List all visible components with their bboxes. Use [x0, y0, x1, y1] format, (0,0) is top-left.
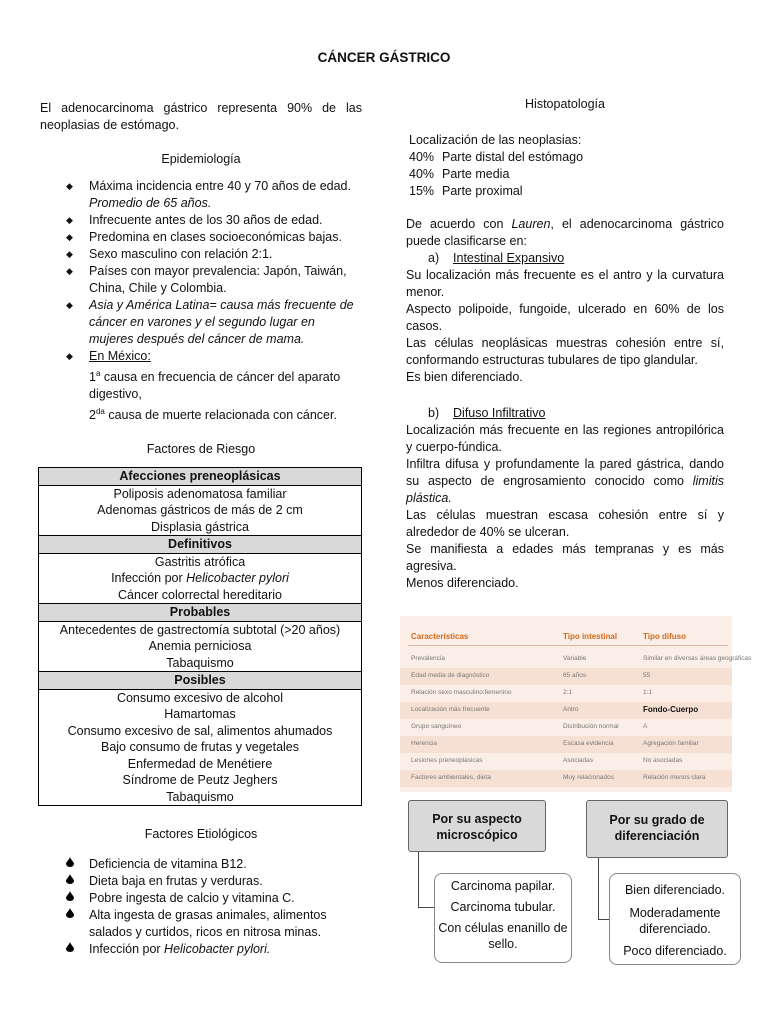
- table-row: Consumo excesivo de sal, alimentos ahumados: [39, 723, 362, 740]
- table-row: Gastritis atrófica: [39, 553, 362, 570]
- paragraph: Infiltra difusa y profundamente la pared gástrica, dando su aspecto de engrosamiento conocido como limitis plástica.: [406, 457, 724, 505]
- intestinal-heading: a) Intestinal Expansivo: [428, 251, 565, 265]
- table-row: Cáncer colorrectal hereditario: [39, 587, 362, 604]
- intro-paragraph: El adenocarcinoma gástrico representa 90% de las neoplasias de estómago.: [40, 101, 362, 132]
- list-item: ◆ Predomina en clases socioeconómicas bajas.: [66, 230, 342, 244]
- diagram-node-microscopic: Por su aspecto microscópico: [408, 800, 546, 852]
- paragraph: Se manifiesta a edades más tempranas y es más agresiva.: [406, 542, 724, 573]
- difuso-heading: b) Difuso Infiltrativo: [428, 406, 546, 420]
- drop-bullet-icon: [66, 857, 74, 867]
- diagram-item: Carcinoma tubular.: [450, 900, 556, 914]
- paragraph: Las células muestran escasa cohesión entre sí y alrededor de 40% se ulceran.: [406, 508, 724, 539]
- table-row: Infección por Helicobacter pylori: [39, 570, 362, 587]
- table-row: Displasia gástrica: [39, 519, 362, 536]
- table-row: Prevalencia Variable Similar en diversas áreas geográficas: [411, 655, 752, 662]
- list-item: Infección por Helicobacter pylori.: [40, 941, 362, 958]
- list-item: 40% Parte distal del estómago: [409, 150, 584, 164]
- divider: [408, 645, 728, 646]
- diagram-item: Poco diferenciado.: [623, 944, 727, 958]
- diamond-bullet-icon: ◆: [66, 249, 73, 259]
- table-row: Enfermedad de Menétiere: [39, 756, 362, 773]
- table-row: Edad media de diagnóstico 65 años 55: [400, 668, 732, 685]
- list-item-mexico: ◆ En México: 1$^a$ causa en frecuencia de cáncer del aparato digestivo, $2^{da}$ causa de muerte relacionada con cáncer.: [66, 349, 341, 423]
- histopatologia-heading: Histopatología: [525, 97, 605, 111]
- list-item: ◆ Máxima incidencia entre 40 y 70 años de edad. Promedio de 65 años.: [66, 179, 351, 210]
- riesgo-heading: Factores de Riesgo: [146, 442, 256, 457]
- left-column: [40, 100, 362, 958]
- risk-factors-table: [38, 467, 362, 806]
- table-row: Consumo excesivo de alcohol: [39, 689, 362, 706]
- paragraph: Aspecto polipoide, fungoide, ulcerado en 60% de los casos.: [406, 302, 724, 333]
- table-row: Grupo sanguíneo Distribución normal A: [411, 723, 648, 730]
- etiologicos-list: [40, 856, 362, 958]
- table-row: Síndrome de Peutz Jeghers: [39, 772, 362, 789]
- connector-line: [418, 907, 435, 908]
- diagram-node-microscopic-types: [434, 873, 572, 963]
- table-row: Anemia perniciosa: [39, 638, 362, 655]
- list-item: Pobre ingesta de calcio y vitamina C.: [40, 890, 362, 907]
- list-item: Deficiencia de vitamina B12.: [40, 856, 362, 873]
- comparison-header: Características: [411, 632, 469, 641]
- list-item: ◆ Países con mayor prevalencia: Japón, Taiwán, China, Chile y Colombia.: [66, 264, 347, 295]
- table-group-header: Posibles: [39, 672, 362, 690]
- list-item: ◆ Asia y América Latina= causa más frecuente de cáncer en varones y el segundo lugar en mujeres después del cáncer de mama.: [66, 298, 354, 346]
- table-row: Factores ambientales, dieta Muy relacionados Relación menos clara: [400, 770, 732, 787]
- diamond-bullet-icon: ◆: [66, 232, 73, 242]
- list-item: ◆ Infrecuente antes de los 30 años de edad.: [66, 213, 323, 227]
- table-row: Tabaquismo: [39, 655, 362, 672]
- diamond-bullet-icon: ◆: [66, 266, 73, 276]
- table-row: Localización más frecuente Antro Fondo-Cuerpo: [400, 702, 732, 719]
- right-column: [406, 96, 724, 592]
- localizacion-title: Localización de las neoplasias:: [409, 133, 582, 147]
- epidemiologia-list: [40, 178, 362, 424]
- table-row: Herencia Escasa evidencia Agregación familiar: [400, 736, 732, 753]
- table-row: Adenomas gástricos de más de 2 cm: [39, 502, 362, 519]
- comparison-header: Tipo difuso: [643, 632, 686, 641]
- paragraph: Localización más frecuente en las regiones antropilórica y cuerpo-fúndica.: [406, 423, 724, 454]
- diagram-item: Con células enanillo de sello.: [438, 921, 568, 951]
- list-item: Dieta baja en frutas y verduras.: [40, 873, 362, 890]
- diamond-bullet-icon: ◆: [66, 351, 73, 361]
- localizacion-block: [406, 132, 724, 200]
- table-row: Relación sexo masculino:femenino 2:1 1:1: [411, 689, 653, 696]
- diagram-item: Moderadamente diferenciado.: [629, 906, 721, 936]
- drop-bullet-icon: [66, 874, 74, 884]
- table-group-header: Afecciones preneoplásicas: [39, 468, 362, 486]
- list-item: 40% Parte media: [409, 167, 510, 181]
- drop-bullet-icon: [66, 908, 74, 918]
- table-row: Lesiones preneoplásicas Asociadas No asociadas: [411, 757, 683, 764]
- table-row: Antecedentes de gastrectomía subtotal (>20 años): [39, 621, 362, 638]
- paragraph: Es bien diferenciado.: [406, 370, 523, 384]
- drop-bullet-icon: [66, 942, 74, 952]
- etiologicos-heading: Factores Etiológicos: [144, 827, 258, 842]
- paragraph: Las células neoplásicas muestras cohesión entre sí, conformando estructuras tubulares de tipo glandular.: [406, 336, 724, 367]
- list-item: 15% Parte proximal: [409, 184, 523, 198]
- lauren-paragraph: De acuerdo con Lauren, el adenocarcinoma gástrico puede clasificarse en:: [406, 217, 724, 248]
- diagram-node-differentiation-types: [609, 873, 741, 965]
- table-group-header: Probables: [39, 604, 362, 622]
- table-row: Hamartomas: [39, 706, 362, 723]
- diagram-item: Carcinoma papilar.: [450, 879, 556, 893]
- comparison-header: Tipo intestinal: [563, 632, 618, 641]
- list-item: Alta ingesta de grasas animales, alimentos salados y curtidos, ricos en nitrosa minas.: [40, 907, 362, 941]
- table-row: Poliposis adenomatosa familiar: [39, 485, 362, 502]
- drop-bullet-icon: [66, 891, 74, 901]
- diamond-bullet-icon: ◆: [66, 300, 73, 310]
- paragraph: Menos diferenciado.: [406, 576, 519, 590]
- diamond-bullet-icon: ◆: [66, 215, 73, 225]
- paragraph: Su localización más frecuente es el antro y la curvatura menor.: [406, 268, 724, 299]
- comparison-table: [400, 616, 752, 792]
- diagram-item: Bien diferenciado.: [624, 883, 726, 897]
- list-item: ◆ Sexo masculino con relación 2:1.: [66, 247, 273, 261]
- table-row: Tabaquismo: [39, 789, 362, 806]
- diagram-node-differentiation: Por su grado de diferenciación: [586, 800, 728, 858]
- epidemiologia-heading: Epidemiología: [161, 152, 241, 166]
- page-title: CÁNCER GÁSTRICO: [317, 50, 451, 65]
- connector-line: [418, 852, 419, 908]
- diamond-bullet-icon: ◆: [66, 181, 73, 191]
- table-row: Bajo consumo de frutas y vegetales: [39, 739, 362, 756]
- table-group-header: Definitivos: [39, 536, 362, 554]
- connector-line: [598, 858, 599, 920]
